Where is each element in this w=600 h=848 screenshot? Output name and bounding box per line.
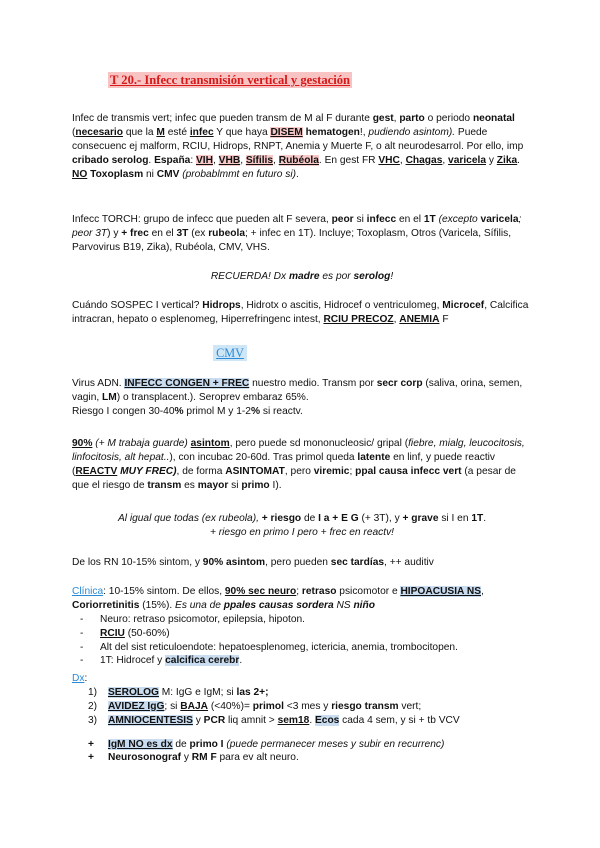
list-item: + Neurosonograf y RM F para ev alt neuro. xyxy=(72,751,532,765)
clinica-section xyxy=(72,585,532,668)
virus-paragraph: Virus ADN. INFECC CONGEN + FREC nuestro medio. Transm por secr corp (saliva, orina, semen, vagin, LM) o transplacent.). Seroprev embaraz 65%. Riesgo I congen 30-40% primol M y 1-2% si reactv. xyxy=(72,378,523,417)
clinica-paragraph: Clínica: 10-15% sintom. De ellos, 90% sec neuro; retraso psicomotor e HIPOACUSIA NS, Coriorretinitis (15%). Es una de ppales causas sordera NS niño xyxy=(72,586,484,611)
cmv-heading: CMV xyxy=(0,345,460,362)
list-item: - 1T: Hidrocef y calcifica cerebr. xyxy=(72,654,532,668)
list-item: 3) AMNIOCENTESIS y PCR liq amnit > sem18. Ecos cada 4 sem, y si + tb VCV xyxy=(88,714,460,726)
rn-paragraph: De los RN 10-15% sintom, y 90% asintom, pero pueden sec tardías, ++ auditiv xyxy=(72,557,434,568)
list-item: 1) SEROLOG M: IgG e IgM; si las 2+; xyxy=(88,686,269,698)
list-item: - RCIU (50-60%) xyxy=(72,627,532,641)
dx-section xyxy=(72,672,532,765)
list-item: + IgM NO es dx de primo I (puede permanecer meses y subir en recurrenc) xyxy=(72,738,532,752)
igual-note: Al igual que todas (ex rubeola), + riesgo de I a + E G (+ 3T), y + grave si I en 1T. + riesgo en primo I pero + frec en reactv! xyxy=(117,513,487,538)
dx-label: Dx: xyxy=(72,673,88,684)
clinica-list xyxy=(72,613,532,669)
sospecha-paragraph: Cuándo SOSPEC I vertical? Hidrops, Hidrotx o ascitis, Hidrocef o ventriculomeg, Microcef, Calcifica intracran, hepato o esplenomeg, Hiperrefringenc intest, RCIU PRECOZ, ANEMIA F xyxy=(72,300,529,325)
intro-paragraph: Infec de transmis vert; infec que pueden transm de M al F durante gest, parto o periodo neonatal (necesario que la M esté infec Y que haya DISEM hematogen!, pudiendo asintom). Puede consecuenc ej malform, RCIU, Hidrops, RNPT, Anemia y Muerte F, o alt neurodesarrol. Por ello, imp cribado serolog. España: VIH, VHB, Sífilis, Rubéola. En gest FR VHC, Chagas, varicela y Zika. NO Toxoplasm ni CMV (probablmmt en futuro si). xyxy=(72,113,524,180)
torch-paragraph: Infecc TORCH: grupo de infecc que pueden alt F severa, peor si infecc en el 1T (excepto varicela; peor 3T) y + frec en el 3T (ex rubeola; + infec en 1T). Incluye; Toxoplasm, Otros (Varicela, Sífilis, Parvovirus B19, Zika), Rubéola, CMV, VHS. xyxy=(72,214,522,253)
list-item: 2) AVIDEZ IgG; si BAJA (<40%)= primol <3 mes y riesgo transm vert; xyxy=(88,700,422,712)
clinica-link[interactable]: Clínica xyxy=(72,586,104,597)
asintom-paragraph: 90% (+ M trabaja guarde) asintom, pero puede sd mononucleosic/ gripal (fiebre, mialg, leucocitosis, linfocitosis, alt hepat..), con incubac 20-60d. Tras primol queda latente en linf, y puede reactiv (REACTV MUY FREC), de forma ASINTOMAT, pero viremic; ppal causa infecc vert (a pesar de que el riesgo de transm es mayor si primo I). xyxy=(72,438,525,491)
dx-steps xyxy=(72,686,532,728)
dx-link[interactable]: Dx xyxy=(72,673,85,684)
dx-notes xyxy=(72,738,532,766)
recuerda-note: RECUERDA! Dx madre es por serolog! xyxy=(210,271,394,282)
list-item: - Alt del sist reticuloendote: hepatoesplenomeg, ictericia, anemia, trombocitopen. xyxy=(72,641,532,655)
list-item: - Neuro: retraso psicomotor, epilepsia, hipoton. xyxy=(72,613,532,627)
document-title: T 20.- Infecc transmisión vertical y gestación xyxy=(109,73,351,87)
